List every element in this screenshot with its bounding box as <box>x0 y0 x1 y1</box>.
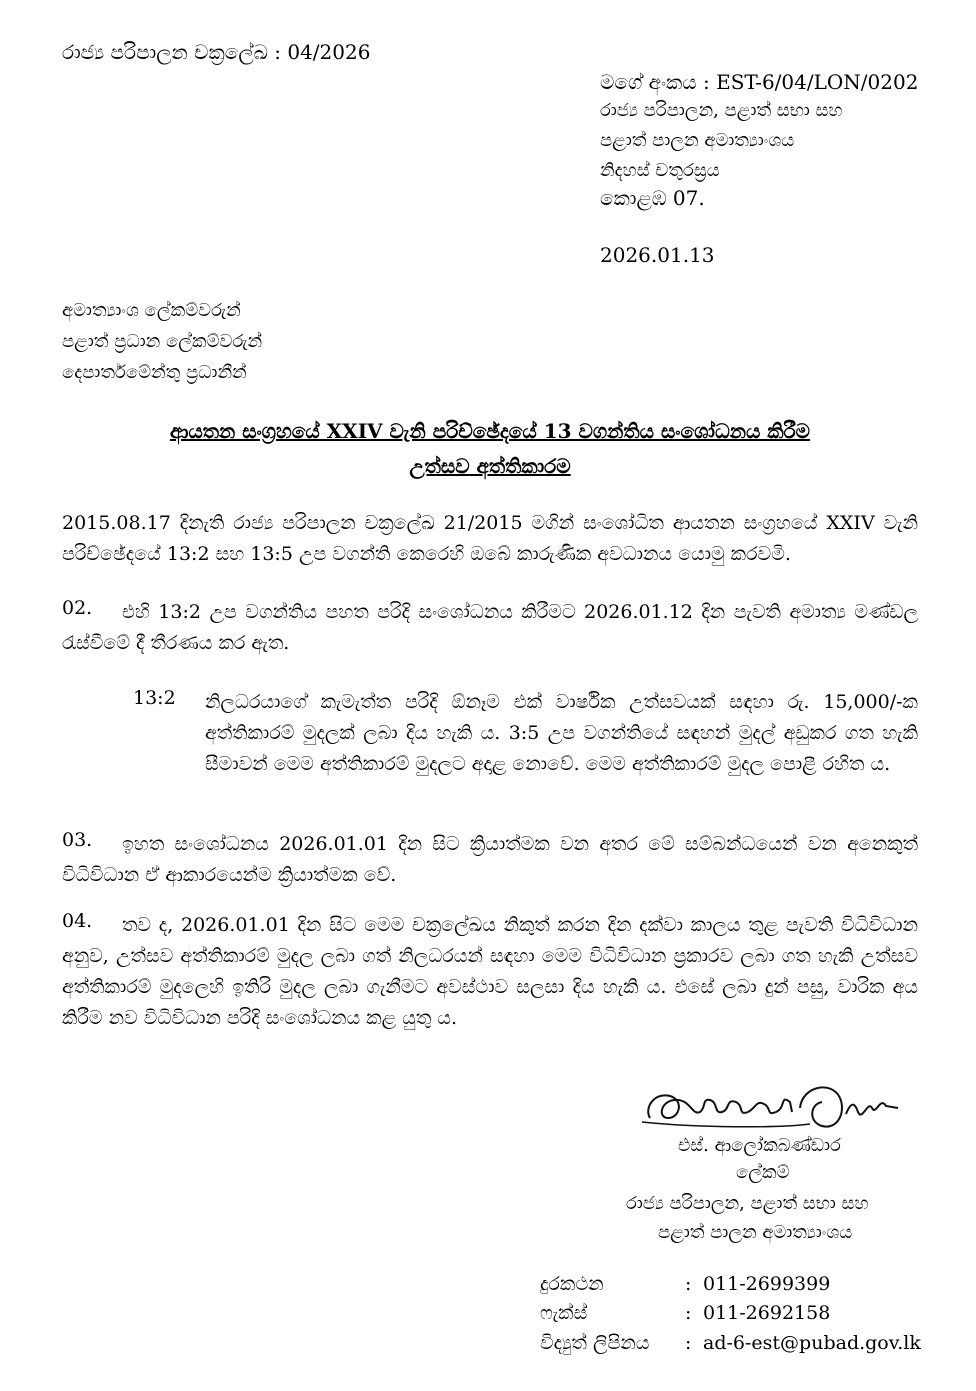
contact-value: ad-6-est@pubad.gov.lk <box>703 1332 921 1354</box>
paragraph-2-text: එහි 13:2 උප වගන්තිය පහත පරිදි සංශෝධනය කිරීමට 2026.01.12 දින පැවති අමාත්‍ය මණ්ඩල රැස්වීමේ දී තීරණය කර ඇත. <box>62 601 918 654</box>
subject-title-line-1: ආයතන සංග්‍රහයේ XXIV වැනි පරිච්ඡේදයේ 13 වගන්තිය සංශෝධනය කිරීම <box>169 419 811 443</box>
contact-label: දුරකථන <box>540 1273 604 1295</box>
signatory-ministry-1: රාජ්‍ය පරිපාලන, පළාත් සභා සහ <box>626 1193 869 1214</box>
letter-date: 2026.01.13 <box>600 243 715 267</box>
circular-number: රාජ්‍ය පරිපාලන චක්‍රලේඛ : 04/2026 <box>62 40 371 64</box>
contact-label: විද්‍යුත් ලිපිනය <box>540 1332 650 1354</box>
subject-title-line-2: උත්සව අත්තිකාරම <box>409 454 571 478</box>
colon: : <box>685 1273 692 1295</box>
contact-label: ෆැක්ස් <box>540 1302 588 1324</box>
recipient-2: පළාත් ප්‍රධාන ලේකම්වරුන් <box>62 331 263 352</box>
contact-row-fax <box>540 1302 830 1324</box>
signature-image <box>640 1078 910 1136</box>
paragraph-1: 2015.08.17 දිනැති රාජ්‍ය පරිපාලන චක්‍රලේඛ 21/2015 මගින් සංශෝධිත ආයතන සංග්‍රහයේ XXIV වැනි පරිච්ඡේදයේ 13:2 සහ 13:5 උප වගන්ති කෙරෙහි ඔබේ කාරුණික අවධානය යොමු කරවමි. <box>62 512 918 565</box>
ministry-line-2: පළාත් පාලන අමාත්‍යාංශය <box>600 130 795 151</box>
signatory-position: ලේකම් <box>736 1162 790 1183</box>
signatory-name: එස්. ආලෝකබණ්ඩාර <box>678 1135 841 1156</box>
paragraph-4-text: තව ද, 2026.01.01 දින සිට මෙම චක්‍රලේඛය නිකුත් කරන දින දක්වා කාලය තුළ පැවති විධිවිධාන අනුව, උත්සව අත්තිකාරම් මුදල ලබා ගත් නිලධරයන් සඳහා මෙම විධිවිධාන ප්‍රකාරව ලබා ගත හැකි උත්සව අත්තිකාරම් මුදලෙහි ඉතිරි මුදල ලබා ගැනීමට අවස්ථාව සලසා දිය හැකි ය. එසේ ලබා දුන් පසු, වාරික අය කිරීම නව විධිවිධාන පරිදි සංශෝධනය කළ යුතු ය. <box>62 914 918 1029</box>
contact-value: 011-2699399 <box>703 1273 831 1295</box>
ministry-line-1: රාජ්‍ය පරිපාලන, පළාත් සභා සහ <box>600 100 843 121</box>
paragraph-4-number: 04. <box>62 910 93 932</box>
contact-row-phone <box>540 1273 830 1295</box>
contact-value: 011-2692158 <box>703 1302 831 1324</box>
paragraph-3-number: 03. <box>62 829 93 851</box>
paragraph-3-text: ඉහත සංශෝධනය 2026.01.01 දින සිට ක්‍රියාත්මක වන අතර මේ සම්බන්ධයෙන් වන අනෙකුත් විධිවිධාන ඒ ආකාරයෙන්ම ක්‍රියාත්මක වේ. <box>62 833 918 886</box>
recipient-1: අමාත්‍යාංශ ලේකම්වරුන් <box>62 300 241 321</box>
colon: : <box>685 1332 692 1354</box>
recipient-3: දෙපාර්තමේන්තු ප්‍රධානීන් <box>62 362 247 383</box>
clause-text: නිලධරයාගේ කැමැත්ත පරිදි ඕනෑම එක් වාර්ෂික උත්සවයක් සඳහා රු. 15,000/-ක අත්තිකාරම් මුදලක් ලබා දිය හැකි ය. 3:5 උප වගන්තියේ සඳහන් මුදල් අඩුකර ගත හැකි සීමාවන් මෙම අත්තිකාරම් මුදලට අදාළ නොවේ. මෙම අත්තිකාරම් මුදල පොළී රහිත ය. <box>205 691 918 775</box>
clause-number: 13:2 <box>133 687 176 709</box>
paragraph-2-number: 02. <box>62 597 93 619</box>
signatory-ministry-2: පළාත් පාලන අමාත්‍යාංශය <box>658 1222 853 1243</box>
address-line-1: නිදහස් චතුරස්‍රය <box>600 160 720 181</box>
reference-number: මගේ අංකය : EST-6/04/LON/0202 <box>600 70 919 94</box>
contact-row-email <box>540 1332 921 1354</box>
colon: : <box>685 1302 692 1324</box>
address-line-2: කොළඹ 07. <box>600 186 705 210</box>
